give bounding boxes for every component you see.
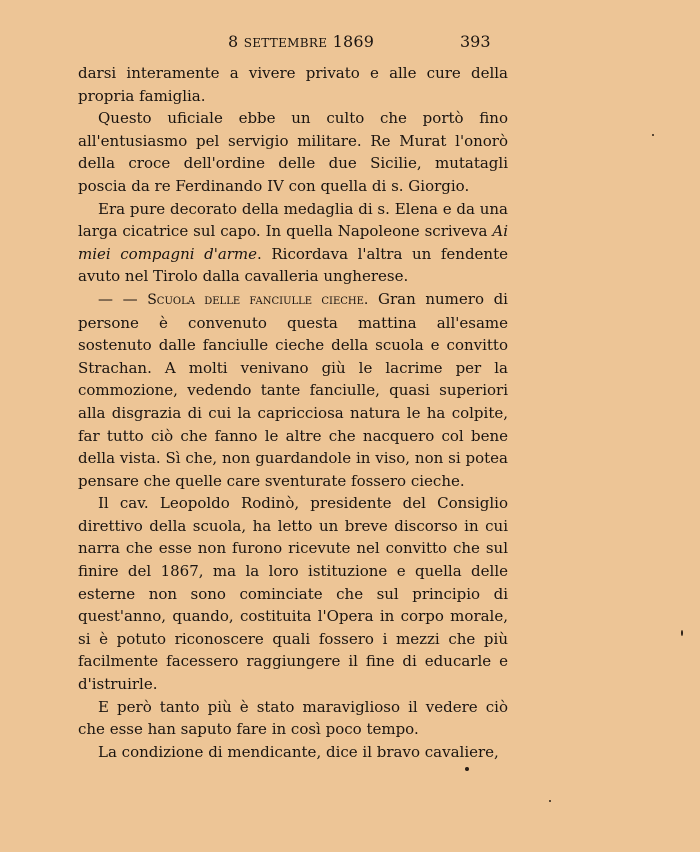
quoted-title: Ai miei compagni d'arme (78, 222, 508, 263)
header-date (228, 32, 374, 51)
paragraph-6: E però tanto più è stato maraviglioso il vedere ciò che esse han saputo fare in così poco tempo. (78, 697, 508, 739)
ink-speck (465, 767, 469, 771)
page-header (78, 30, 508, 54)
paragraph-1: darsi interamente a vivere privato e alle cure della propria famiglia. (78, 64, 508, 105)
body-text (78, 62, 508, 763)
header-date-month: SETTEMBRE (243, 36, 328, 50)
ink-speck (681, 630, 683, 636)
paragraph-4 (78, 288, 508, 492)
paragraph-2: Questo uficiale ebbe un culto che portò fino all'entusiasmo pel servigio militare. Re Murat l'onorò della croce dell'ordine delle due Sicilie, mutatagli poscia da re Ferdinando IV con quella di s. Giorgio. (78, 109, 508, 195)
header-date-year: 1869 (332, 32, 375, 51)
paragraph-3 (78, 198, 508, 288)
paragraph-4-text: Gran numero di persone è convenuto questa mattina all'esame sostenuto dalle fanciulle cieche della scuola e convitto Strachan. A molti venivano giù le lacrime per la commozione, vedendo tante fanciulle, quasi superiori alla disgrazia di cui la capricciosa natura le ha colpite, far tutto ciò che fanno le altre che nacquero col bene della vista. Sì che, non guardandole in viso, non si potea pensare che quelle care sventurate fossero cieche. (78, 289, 508, 490)
paragraph-5: Il cav. Leopoldo Rodinò, presidente del Consiglio direttivo della scuola, ha letto un breve discorso in cui narra che esse non furono ricevute nel convitto che sul finire del 1867, ma la loro istituzione e quella delle esterne non sono cominciate che sul principio di quest'anno, quando, costituita l'Opera in corpo morale, si è potuto riconoscere quali fossero i mezzi che più facilmente facessero raggiungere il fine di educarle e d'istruirle. (78, 494, 508, 694)
ink-speck (549, 800, 551, 802)
paragraph-3-text-b: . Ricordava l'altra un fendente avuto nel Tirolo dalla cavalleria ungherese. (78, 244, 508, 286)
paragraph-3-text-a: Era pure decorato della medaglia di s. Elena e da una larga cicatrice sul capo. In quella Napoleone scriveva (78, 199, 508, 241)
document-page (78, 30, 508, 763)
paragraph-7: La condizione di mendicante, dice il bravo cavaliere, (98, 742, 499, 761)
ink-speck (652, 134, 654, 136)
page-number: 393 (460, 32, 491, 51)
section-dash: — — (98, 289, 138, 308)
header-date-day: 8 (228, 32, 239, 51)
section-heading: Scuola delle fanciulle cieche. (147, 291, 369, 308)
